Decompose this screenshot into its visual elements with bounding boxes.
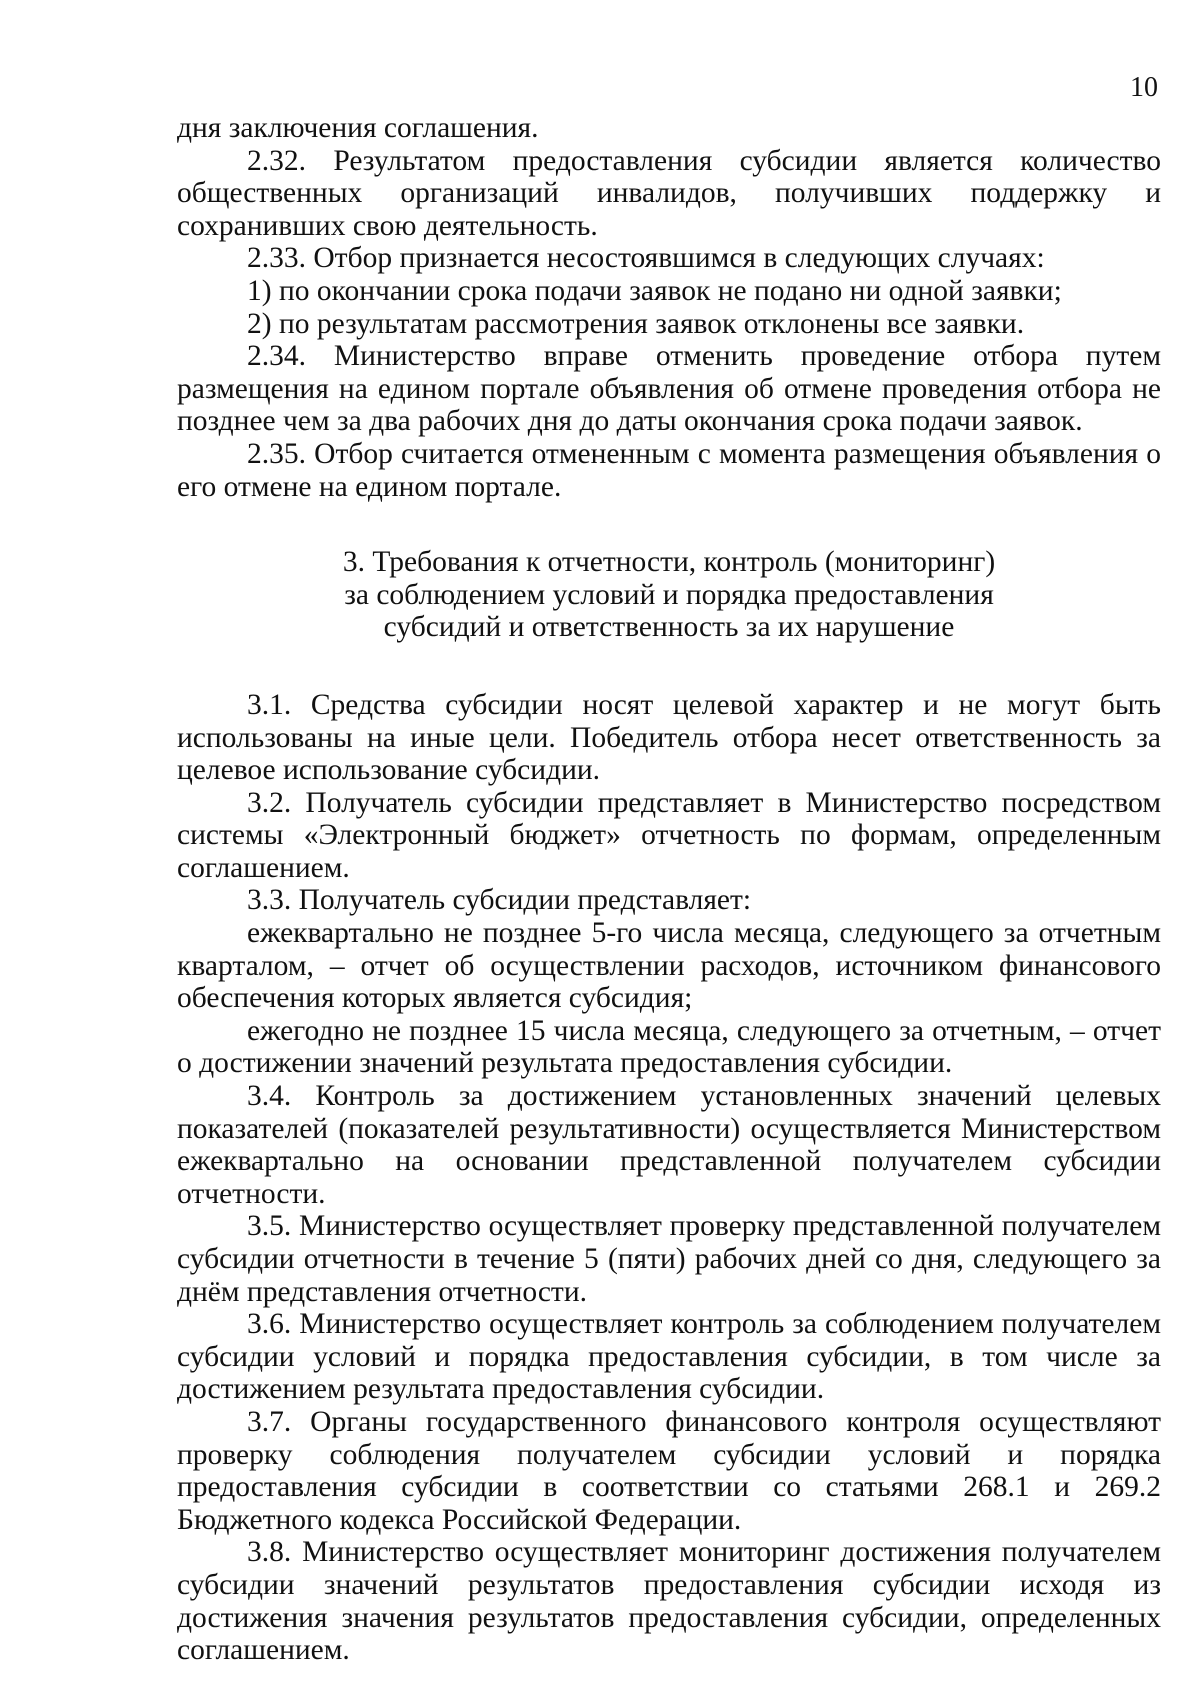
section-heading-line: 3. Требования к отчетности, контроль (мониторинг) bbox=[342, 546, 996, 579]
paragraph-3-8: 3.8. Министерство осуществляет мониторинг достижения получателем субсидии значений результатов предоставления субсидии исходя из достижения значения результатов предоставления субсидии, определенных соглашением. bbox=[177, 1536, 1161, 1667]
paragraph-continuation: дня заключения соглашения. bbox=[177, 112, 539, 144]
list-item-2-33-1: 1) по окончании срока подачи заявок не подано ни одной заявки; bbox=[247, 274, 1062, 307]
paragraph-2-33: 2.33. Отбор признается несостоявшимся в следующих случаях: bbox=[247, 242, 1045, 275]
paragraph-2-35: 2.35. Отбор считается отмененным с момента размещения объявления о его отмене на едином портале. bbox=[177, 437, 1161, 503]
page-number: 10 bbox=[1130, 72, 1158, 103]
paragraph-3-3-quarterly: ежеквартально не позднее 5-го числа месяца, следующего за отчетным кварталом, – отчет об осуществлении расходов, источником финансового обеспечения которых является субсидия; bbox=[177, 917, 1161, 1015]
paragraph-3-2: 3.2. Получатель субсидии представляет в Министерство посредством системы «Электронный бюджет» отчетность по формам, определенным соглашением. bbox=[177, 786, 1161, 884]
paragraph-3-3-annual: ежегодно не позднее 15 числа месяца, следующего за отчетным, – отчет о достижении значений результата предоставления субсидии. bbox=[177, 1014, 1161, 1080]
paragraph-3-5: 3.5. Министерство осуществляет проверку представленной получателем субсидии отчетности в течение 5 (пяти) рабочих дней со дня, следующего за днём представления отчетности. bbox=[177, 1210, 1161, 1308]
paragraph-3-4: 3.4. Контроль за достижением установленных значений целевых показателей (показателей результативности) осуществляется Министерством ежеквартально на основании представленной получателем субсидии отчетности. bbox=[177, 1080, 1161, 1210]
paragraph-3-3: 3.3. Получатель субсидии представляет: bbox=[247, 884, 752, 917]
section-3-heading bbox=[177, 546, 1161, 644]
document-body bbox=[177, 112, 1161, 1667]
paragraph-2-32: 2.32. Результатом предоставления субсидии является количество общественных организаций инвалидов, получивших поддержку и сохранивших свою деятельность. bbox=[177, 144, 1161, 242]
paragraph-3-7: 3.7. Органы государственного финансового контроля осуществляют проверку соблюдения получателем субсидии условий и порядка предоставления субсидии в соответствии со статьями 268.1 и 269.2 Бюджетного кодекса Российской Федерации. bbox=[177, 1405, 1161, 1536]
paragraph-2-34: 2.34. Министерство вправе отменить проведение отбора путем размещения на едином портале объявления об отмене проведения отбора не позднее чем за два рабочих дня до даты окончания срока подачи заявок. bbox=[177, 340, 1161, 438]
section-heading-line: за соблюдением условий и порядка предоставления bbox=[344, 578, 994, 611]
paragraph-3-6: 3.6. Министерство осуществляет контроль за соблюдением получателем субсидии условий и порядка предоставления субсидии, в том числе за достижением результата предоставления субсидии. bbox=[177, 1308, 1161, 1406]
section-heading-line: субсидий и ответственность за их нарушение bbox=[383, 611, 955, 644]
list-item-2-33-2: 2) по результатам рассмотрения заявок отклонены все заявки. bbox=[247, 307, 1025, 340]
paragraph-3-1: 3.1. Средства субсидии носят целевой характер и не могут быть использованы на иные цели. Победитель отбора несет ответственность за целевое использование субсидии. bbox=[177, 688, 1161, 787]
